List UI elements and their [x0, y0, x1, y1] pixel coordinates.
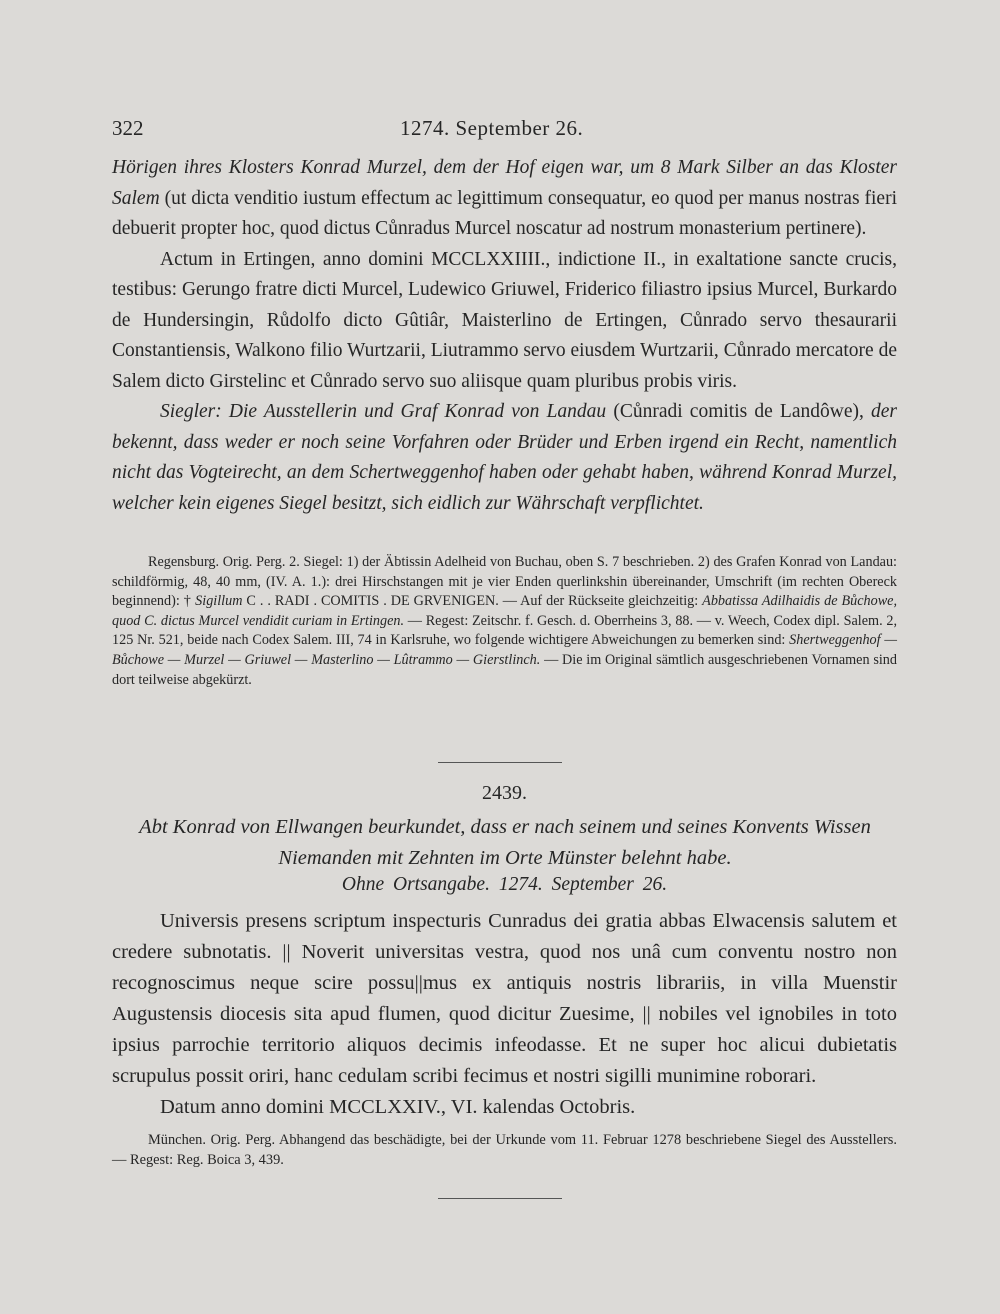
- note-segment-italic: Abbatissa Adilhaidis de Bůchowe, quod C. dictus Murcel vendidit curiam in Ertingen.: [112, 593, 897, 629]
- archival-note: [112, 553, 897, 690]
- running-date: 1274. September 26.: [400, 116, 584, 140]
- note-segment: — Die im Original sämtlich ausgeschriebenen Vornamen sind dort teilweise abgekürzt.: [112, 651, 897, 688]
- note-segment: C . . RADI . COMITIS . DE GRVENIGEN. — Auf der Rückseite gleichzeitig:: [242, 593, 703, 610]
- document-text: [112, 906, 897, 1123]
- document-number: 2439.: [482, 782, 527, 804]
- italic-regest-text: Hörigen ihres Klosters Konrad Murzel, dem der Hof eigen war, um 8 Mark Silber an das Kloster Salem: [112, 157, 897, 209]
- paragraph-summary-continuation: [112, 153, 897, 245]
- note-segment: — Regest: Zeitschr. f. Gesch. d. Oberrheins 3, 88. — v. Weech, Codex dipl. Salem. 2, 125 Nr. 521, beide nach Codex Salem. III, 74 in Karlsruhe, wo folgende wichtigere Abweichungen zu bemerken sind:: [112, 612, 897, 649]
- paragraph-actum: Actum in Ertingen, anno domini MCCLXXIIII., indictione II., in exaltatione sancte crucis, testibus: Gerungo fratre dicti Murcel, Ludewico Griuwel, Friderico filiastro ipsius Murcel, Burkardo de Hundersingin, Růdolfo dicto Gûtiâr, Maisterlino de Ertingen, Cůnrado servo thesaurarii Constantiensis, Walkono filio Wurtzarii, Liutrammo servo eiusdem Wurtzarii, Cůnrado mercatore de Salem dicto Girstelinc et Cůnrado servo suo aliisque quam pluribus probis viris.: [112, 248, 897, 392]
- siegler-italic-text: der bekennt, dass weder er noch seine Vorfahren oder Brüder und Erben irgend ein Recht, namentlich nicht das Vogteirecht, an dem Schertweggenhof haben oder gehabt haben, während Konrad Murzel, welcher kein eigenes Siegel besitzt, sich eidlich zur Währschaft verpflichtet.: [112, 401, 898, 514]
- siegler-latin: (Cůnradi comitis de Landôwe),: [606, 401, 872, 422]
- page-number: 322: [112, 116, 144, 140]
- document-regest: Abt Konrad von Ellwangen beurkundet, dass er nach seinem und seines Konvents Wissen Niemanden mit Zehnten im Orte Münster belehnt habe.: [139, 816, 871, 869]
- end-divider: [438, 1198, 562, 1199]
- place-and-date: Ohne Ortsangabe. 1274. September 26.: [341, 874, 668, 895]
- upper-text: [112, 153, 897, 519]
- footnote-block-2: [112, 1131, 897, 1170]
- latin-charter-text: Universis presens scriptum inspecturis Cunradus dei gratia abbas Elwacensis salutem et credere subnotatis. || Noverit universitas vestra, quod nos unâ cum conventu nostro non recognoscimus neque scire possu||mus ex antiquis nostris librariis, in villa Muenstir Augustensis diocesis sita apud flumen, quod dicitur Zuesime, || nobiles vel ignobiles in toto ipsius parrochie territorio aliquos decimis infeodasse. Et ne super hoc alicui dubietatis scrupulus possit oriri, hanc cedulam scribi fecimus et nostri sigilli munimine roborari.: [112, 910, 897, 1087]
- section-divider: [438, 762, 562, 763]
- archival-note-2: München. Orig. Perg. Abhangend das beschädigte, bei der Urkunde vom 11. Februar 1278 beschriebene Siegel des Ausstellers. — Regest: Reg. Boica 3, 439.: [112, 1132, 897, 1168]
- note-segment-italic: Shertweggenhof — Bůchowe — Murzel — Griuwel — Masterlino — Lûtrammo — Gierstlinch.: [112, 632, 898, 668]
- datum-line: Datum anno domini MCCLXXIV., VI. kalendas Octobris.: [160, 1096, 636, 1118]
- note-segment: Regensburg. Orig. Perg. 2. Siegel: 1) der Äbtissin Adelheid von Buchau, oben S. 7 beschrieben. 2) des Grafen Konrad von Landau: schildförmig, 48, 40 mm, (IV. A. 1.): drei Hirschstangen mit je vier Enden querlinkshin übereinander, Umschrift (im rechten Obereck beginnend): †: [112, 554, 897, 610]
- footnote-block-1: [112, 553, 897, 690]
- siegler-label: Siegler: Die Ausstellerin und Graf Konrad von Landau: [160, 401, 607, 422]
- latin-text: (ut dicta venditio iustum effectum ac legittimum consequatur, eo quod per manus nostras fieri debuerit propter hoc, quod dictus Cůnradus Murcel noscatur ad nostrum monasterium pertinere).: [112, 187, 897, 239]
- paragraph-siegler: [112, 397, 897, 519]
- note-segment-italic: Sigillum: [195, 593, 243, 610]
